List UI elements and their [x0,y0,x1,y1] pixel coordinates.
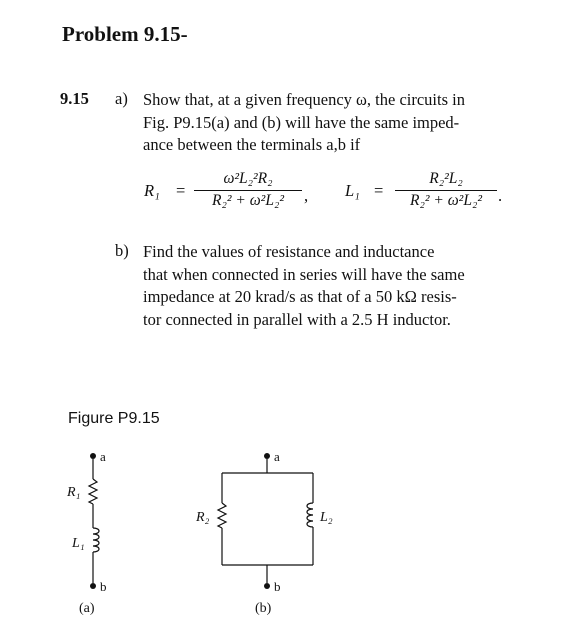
equation-l1-equals: = [374,181,384,200]
equation-l1-denominator: R₂² + ω²L₂² [410,192,482,209]
terminal-a-label: a [274,449,280,464]
equation-r1-equals: = [176,181,186,200]
equation-period: . [498,186,503,205]
circuit-b [195,449,333,616]
terminal-a-label: a [100,449,106,464]
inductor-l1-label: L₁ [72,536,85,551]
part-b-line: tor connected in parallel with a 2.5 H inductor. [143,309,451,329]
equation-l1-numerator: R₂²L₂ [429,170,463,187]
circuit-a [66,449,107,616]
part-a-line: Show that, at a given frequency ω, the circuits in [143,90,465,109]
part-b-label: b) [115,241,129,260]
equation-r1-lhs: R₁ [144,181,160,200]
part-b-line: impedance at 20 krad/s as that of a 50 kΩ resis- [143,287,457,306]
part-b-line: that when connected in series will have the same [143,264,465,284]
part-a-label: a) [115,89,128,108]
terminal-a-dot [264,453,270,459]
part-b-line: Find the values of resistance and inductance [143,242,435,261]
resistor-r2-label: R₂ [196,510,210,525]
resistor-r2-icon [218,503,226,528]
terminal-b-label: b [274,579,281,594]
equation-r1-numerator: ω²L₂²R₂ [223,170,273,187]
circuit-a-caption: (a) [79,601,95,616]
terminal-b-dot [90,583,96,589]
circuit-b-caption: (b) [255,601,272,616]
inductor-l1-icon [93,528,99,552]
resistor-r1-label: R₁ [67,485,81,500]
inductor-l2-icon [307,503,313,527]
terminal-b-label: b [100,579,107,594]
terminal-a-dot [90,453,96,459]
problem-heading: Problem 9.15- [62,22,188,46]
resistor-r1-icon [89,479,97,504]
figure-title: Figure P9.15 [68,410,160,427]
equation-l1-lhs: L₁ [345,181,360,200]
problem-number: 9.15 [60,89,89,108]
terminal-b-dot [264,583,270,589]
part-a-line: ance between the terminals a,b if [143,135,361,154]
equation-comma: , [304,186,309,205]
equation-r1-denominator: R₂² + ω²L₂² [212,192,284,209]
inductor-l2-label: L₂ [320,510,333,525]
part-a-line: Fig. P9.15(a) and (b) will have the same imped- [143,112,460,132]
